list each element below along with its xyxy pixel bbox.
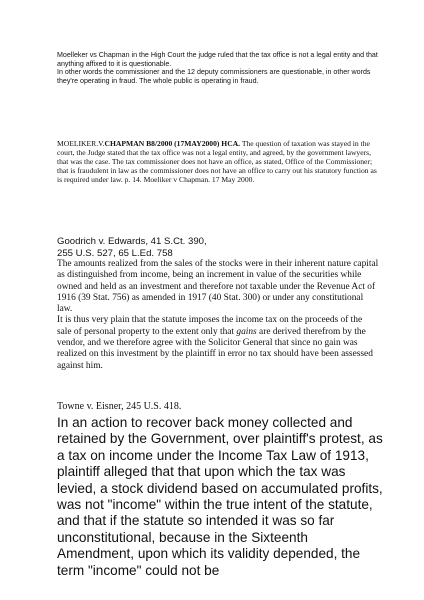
goodrich-para2-emphasis: gains <box>236 326 257 337</box>
goodrich-citation <box>57 236 379 259</box>
goodrich-para2-a: It is thus very plain that the statute imposes the income tax on the proceeds of the sale of personal property to the extent only that <box>57 315 363 337</box>
towne-citation: Towne v. Eisner, 245 U.S. 418. <box>57 401 182 412</box>
case-name-prefix: MOELIKER.V. <box>57 139 105 148</box>
goodrich-para2-b: are derived therefrom by the vendor, and we therefore agree with the Solicitor General that since no gain was realized on this investment by the plaintiff in error no tax should have been assessed against him. <box>57 326 373 371</box>
goodrich-para2 <box>57 315 379 371</box>
towne-excerpt: In an action to recover back money collected and retained by the Government, over plaintiff's protest, as a tax on income under the Income Tax Law of 1913, plaintiff alleged that that upon which the tax was levied, a stock dividend based on accumulated profits, was not "income" within the true intent of the statute, and that if the statute so intended it was so far unconstitutional, because in the Sixteenth Amendment, upon which its validity depended, the term "income" could not be <box>57 415 383 578</box>
goodrich-citation-line2: 255 U.S. 527, 65 L.Ed. 758 <box>57 247 173 259</box>
case-text: The question of taxation was stayed in the court, the Judge stated that the tax office was not a legal entity, and agreed, by the government lawyers, that was the case. The tax commissioner does not have an office, as stated, Office of the Commissioner; that is fraudulent in law as the commissioner does not have an office to carry out his statutory function as is required under law. p. 14. Moeliker v Chapman. 17 May 2000. <box>57 139 377 184</box>
goodrich-citation-line1: Goodrich v. Edwards, 41 S.Ct. 390, <box>57 236 207 247</box>
moelleker-summary <box>57 51 379 85</box>
moeliker-case-excerpt <box>57 139 379 184</box>
moelleker-summary-para1: Moelleker vs Chapman in the High Court the judge ruled that the tax office is not a legal entity and that anything affixed to it is questionable. <box>57 51 378 68</box>
goodrich-excerpt <box>57 259 379 372</box>
moeliker-case-paragraph <box>57 139 379 184</box>
case-citation: CHAPMAN B8/2000 (17MAY2000) HCA. <box>104 139 241 148</box>
moelleker-summary-para2: In other words the commissioner and the 12 deputy commissioners are questionable, in other words they're operating in fraud. The whole public is operating in fraud. <box>57 68 371 85</box>
goodrich-para1: The amounts realized from the sales of the stocks were in their inherent nature capital as distinguished from income, being an increment in value of the securities while owned and held as an investment and therefore not taxable under the Revenue Act of 1916 (39 Stat. 756) as amended in 1917 (40 Stat. 300) or under any constitutional law. <box>57 259 379 315</box>
